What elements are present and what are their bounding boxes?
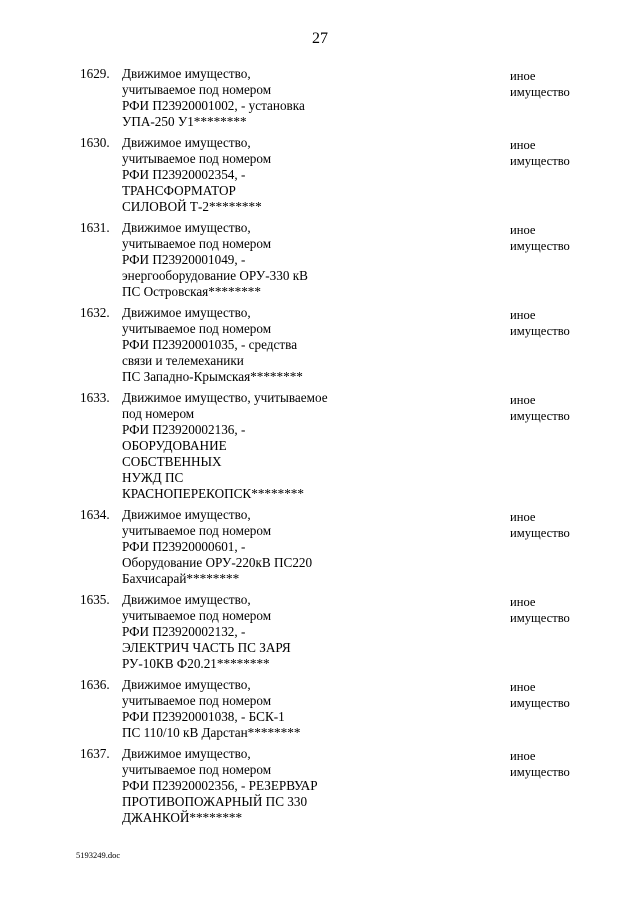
type-line: иное bbox=[510, 308, 536, 322]
entry-type bbox=[510, 307, 570, 339]
entry-number: 1629. bbox=[80, 66, 110, 81]
type-line: иное bbox=[510, 393, 536, 407]
entry-number: 1636. bbox=[80, 677, 110, 692]
list-item bbox=[0, 135, 640, 215]
entry-number: 1630. bbox=[80, 135, 110, 150]
description-line: ОБОРУДОВАНИЕ bbox=[122, 438, 227, 453]
list-item bbox=[0, 592, 640, 672]
description-line: учитываемое под номером bbox=[122, 762, 272, 777]
description-line: учитываемое под номером bbox=[122, 608, 272, 623]
entry-description bbox=[122, 66, 372, 130]
description-line: СОБСТВЕННЫХ bbox=[122, 454, 222, 469]
description-line: связи и телемеханики bbox=[122, 353, 244, 368]
entry-type bbox=[510, 679, 570, 711]
description-line: РФИ П23920001049, - bbox=[122, 252, 246, 267]
list-item bbox=[0, 220, 640, 300]
type-line: имущество bbox=[510, 765, 570, 779]
description-line: НУЖД ПС bbox=[122, 470, 184, 485]
entry-description bbox=[122, 592, 372, 672]
type-line: имущество bbox=[510, 526, 570, 540]
description-line: РФИ П23920002136, - bbox=[122, 422, 246, 437]
type-line: иное bbox=[510, 749, 536, 763]
entry-number: 1631. bbox=[80, 220, 110, 235]
description-line: РУ-10КВ Ф20.21******** bbox=[122, 656, 270, 671]
description-line: РФИ П23920001038, - БСК-1 bbox=[122, 709, 285, 724]
page-number: 27 bbox=[312, 30, 328, 47]
description-line: ДЖАНКОЙ******** bbox=[122, 810, 243, 825]
entry-type bbox=[510, 68, 570, 100]
description-line: Движимое имущество, bbox=[122, 677, 251, 692]
type-line: иное bbox=[510, 69, 536, 83]
description-line: ПС 110/10 кВ Дарстан******** bbox=[122, 725, 301, 740]
entries-list bbox=[0, 66, 640, 831]
entry-description bbox=[122, 305, 372, 385]
type-line: иное bbox=[510, 595, 536, 609]
description-line: РФИ П23920001035, - средства bbox=[122, 337, 298, 352]
type-line: иное bbox=[510, 223, 536, 237]
type-line: иное bbox=[510, 680, 536, 694]
entry-number: 1634. bbox=[80, 507, 110, 522]
description-line: учитываемое под номером bbox=[122, 693, 272, 708]
description-line: Движимое имущество, bbox=[122, 220, 251, 235]
entry-type bbox=[510, 509, 570, 541]
entry-description bbox=[122, 220, 372, 300]
type-line: имущество bbox=[510, 85, 570, 99]
entry-description bbox=[122, 507, 372, 587]
description-line: РФИ П23920002132, - bbox=[122, 624, 246, 639]
description-line: Движимое имущество, bbox=[122, 66, 251, 81]
description-line: ЭЛЕКТРИЧ ЧАСТЬ ПС ЗАРЯ bbox=[122, 640, 291, 655]
entry-type bbox=[510, 222, 570, 254]
description-line: энергооборудование ОРУ-330 кВ bbox=[122, 268, 308, 283]
list-item bbox=[0, 305, 640, 385]
entry-number: 1637. bbox=[80, 746, 110, 761]
entry-description bbox=[122, 135, 372, 215]
description-line: учитываемое под номером bbox=[122, 82, 272, 97]
description-line: Движимое имущество, bbox=[122, 746, 251, 761]
entry-number: 1635. bbox=[80, 592, 110, 607]
description-line: КРАСНОПЕРЕКОПСК******** bbox=[122, 486, 304, 501]
footer-filename: 5193249.doc bbox=[76, 850, 121, 860]
description-line: РФИ П23920000601, - bbox=[122, 539, 246, 554]
description-line: РФИ П23920002356, - РЕЗЕРВУАР bbox=[122, 778, 318, 793]
list-item bbox=[0, 390, 640, 502]
description-line: РФИ П23920002354, - bbox=[122, 167, 246, 182]
type-line: иное bbox=[510, 510, 536, 524]
description-line: Оборудование ОРУ-220кВ ПС220 bbox=[122, 555, 313, 570]
list-item bbox=[0, 746, 640, 826]
description-line: Движимое имущество, bbox=[122, 305, 251, 320]
description-line: учитываемое под номером bbox=[122, 523, 272, 538]
list-item bbox=[0, 66, 640, 130]
type-line: имущество bbox=[510, 324, 570, 338]
type-line: имущество bbox=[510, 696, 570, 710]
description-line: учитываемое под номером bbox=[122, 321, 272, 336]
list-item bbox=[0, 677, 640, 741]
description-line: Движимое имущество, учитываемое bbox=[122, 390, 328, 405]
description-line: ПС Островская******** bbox=[122, 284, 261, 299]
type-line: имущество bbox=[510, 409, 570, 423]
description-line: ТРАНСФОРМАТОР bbox=[122, 183, 236, 198]
description-line: Движимое имущество, bbox=[122, 592, 251, 607]
description-line: под номером bbox=[122, 406, 195, 421]
entry-type bbox=[510, 748, 570, 780]
description-line: ПС Западно-Крымская******** bbox=[122, 369, 303, 384]
description-line: Движимое имущество, bbox=[122, 507, 251, 522]
description-line: РФИ П23920001002, - установка bbox=[122, 98, 305, 113]
entry-description bbox=[122, 746, 372, 826]
description-line: СИЛОВОЙ Т-2******** bbox=[122, 199, 262, 214]
entry-type bbox=[510, 137, 570, 169]
entry-number: 1633. bbox=[80, 390, 110, 405]
description-line: УПА-250 У1******** bbox=[122, 114, 247, 129]
description-line: учитываемое под номером bbox=[122, 151, 272, 166]
entry-type bbox=[510, 392, 570, 424]
description-line: Движимое имущество, bbox=[122, 135, 251, 150]
entry-number: 1632. bbox=[80, 305, 110, 320]
type-line: имущество bbox=[510, 611, 570, 625]
description-line: Бахчисарай******** bbox=[122, 571, 240, 586]
entry-type bbox=[510, 594, 570, 626]
entry-description bbox=[122, 677, 372, 741]
type-line: иное bbox=[510, 138, 536, 152]
description-line: ПРОТИВОПОЖАРНЫЙ ПС 330 bbox=[122, 794, 308, 809]
entry-description bbox=[122, 390, 372, 502]
description-line: учитываемое под номером bbox=[122, 236, 272, 251]
list-item bbox=[0, 507, 640, 587]
type-line: имущество bbox=[510, 239, 570, 253]
type-line: имущество bbox=[510, 154, 570, 168]
